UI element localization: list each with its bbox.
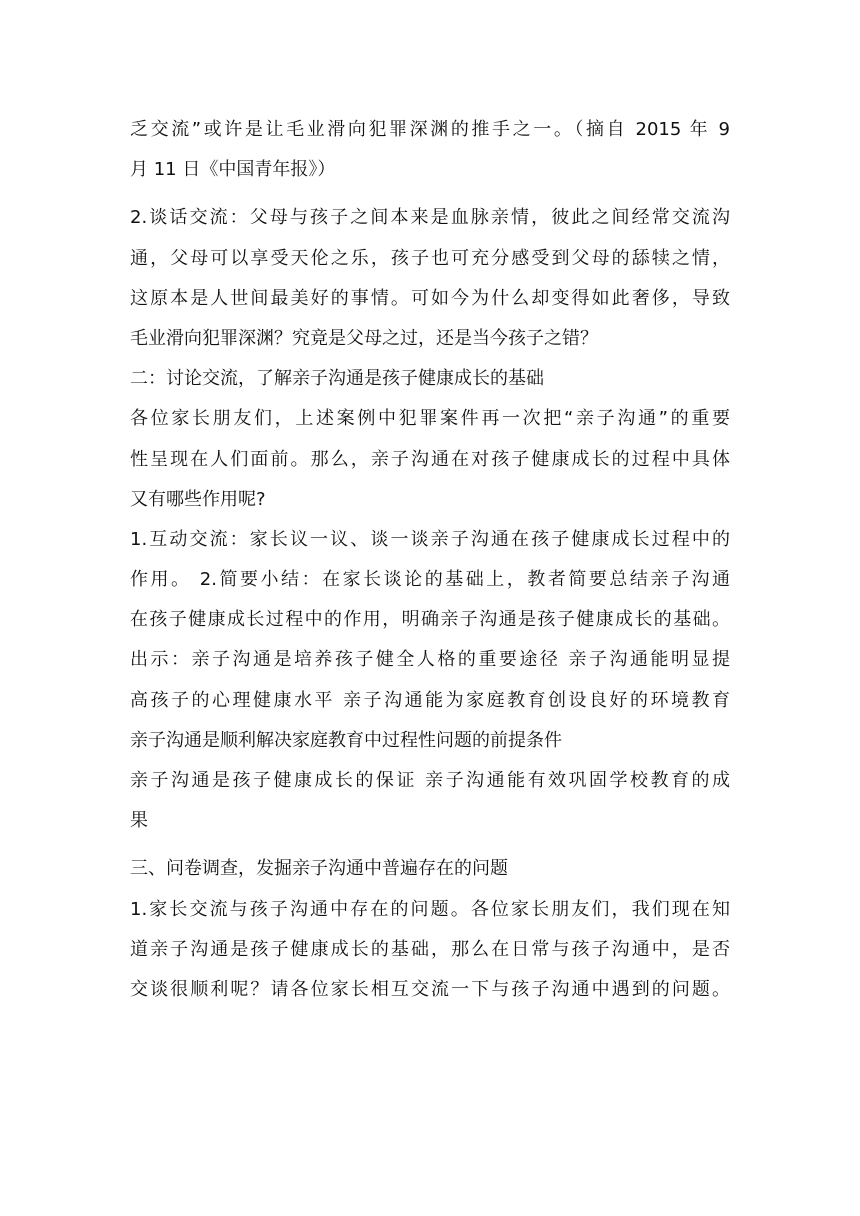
text-line: 这原本是人世间最美好的事情。可如今为什么却变得如此奢侈，导致 <box>130 287 730 309</box>
text-line: 在孩子健康成长过程中的作用，明确亲子沟通是孩子健康成长的基础。 <box>130 609 730 631</box>
text-line: 亲子沟通是顺利解决家庭教育中过程性问题的前提条件 <box>130 729 562 751</box>
text-line: 毛业滑向犯罪深渊？究竟是父母之过，还是当今孩子之错？ <box>130 327 598 349</box>
text-line: 各位家长朋友们，上述案例中犯罪案件再一次把“亲子沟通”的重要 <box>130 408 730 430</box>
text-line: 又有哪些作用呢? <box>130 488 266 510</box>
section-heading: 三、问卷调查，发掘亲子沟通中普遍存在的问题 <box>130 858 508 880</box>
text-line: 果 <box>130 810 148 832</box>
text-line: 高孩子的心理健康水平 亲子沟通能为家庭教育创设良好的环境教育 <box>130 689 730 711</box>
text-line: 通，父母可以享受天伦之乐，孩子也可充分感受到父母的舔犊之情， <box>130 247 730 269</box>
text-line: 乏交流”或许是让毛业滑向犯罪深渊的推手之一。（摘自 2015 年 9 <box>130 119 730 140</box>
text-line: 性呈现在人们面前。那么，亲子沟通在对孩子健康成长的过程中具体 <box>130 448 730 470</box>
section-heading: 二：讨论交流，了解亲子沟通是孩子健康成长的基础 <box>130 368 544 390</box>
text-line: 交谈很顺利呢？请各位家长相互交流一下与孩子沟通中遇到的问题。 <box>130 978 730 1000</box>
text-line: 亲子沟通是孩子健康成长的保证 亲子沟通能有效巩固学校教育的成 <box>130 770 730 791</box>
text-line: 1.家长交流与孩子沟通中存在的问题。各位家长朋友们，我们现在知 <box>130 898 730 920</box>
document-body <box>130 110 730 1010</box>
text-line: 月 11 日《中国青年报》） <box>130 159 336 181</box>
text-line: 2.谈话交流：父母与孩子之间本来是血脉亲情，彼此之间经常交流沟 <box>130 207 730 229</box>
text-line: 道亲子沟通是孩子健康成长的基础，那么在日常与孩子沟通中，是否 <box>130 938 730 960</box>
text-line: 1.互动交流：家长议一议、谈一谈亲子沟通在孩子健康成长过程中的 <box>130 528 730 550</box>
text-line: 出示：亲子沟通是培养孩子健全人格的重要途径 亲子沟通能明显提 <box>130 649 730 671</box>
text-line: 作用。 2.简要小结：在家长谈论的基础上，教者简要总结亲子沟通 <box>130 569 730 591</box>
